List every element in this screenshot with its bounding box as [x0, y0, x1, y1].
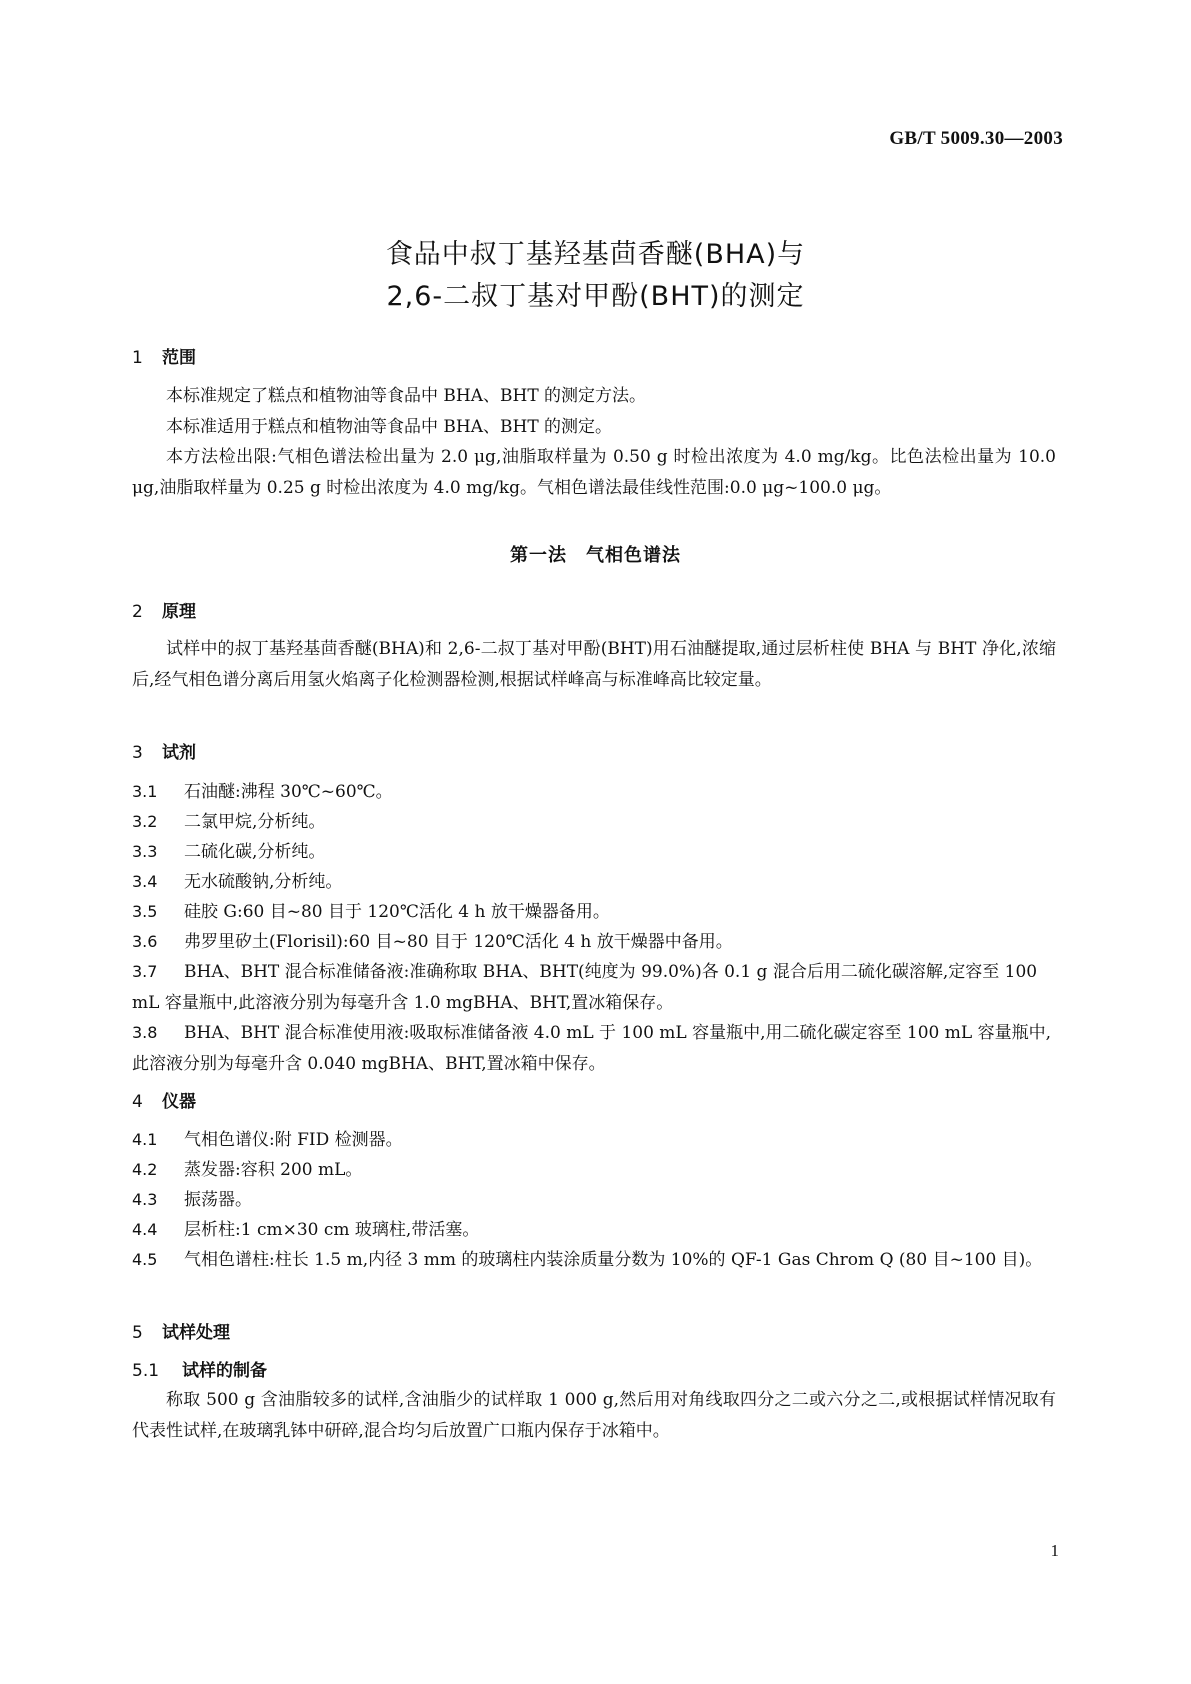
standard-code: GB/T 5009.30—2003: [889, 128, 1063, 149]
list-item: 3.1 石油醚:沸程 30℃~60℃。: [132, 782, 393, 802]
paragraph: 称取 500 g 含油脂较多的试样,含油脂少的试样取 1 000 g,然后用对角线取四分之二或六分之二,或根据试样情况取有代表性试样,在玻璃乳钵中研碎,混合均匀后放置广口瓶内保存于冰箱中。: [132, 1390, 1056, 1441]
section-title: 仪器: [162, 1092, 196, 1112]
paragraph: 本方法检出限:气相色谱法检出量为 2.0 μg,油脂取样量为 0.50 g 时检出浓度为 4.0 mg/kg。比色法检出量为 10.0 μg,油脂取样量为 0.25 g 时检出浓度为 4.0 mg/kg。气相色谱法最佳线性范围:0.0 μg~100.0 μg。: [132, 447, 1056, 498]
section-title: 原理: [162, 602, 196, 622]
document-title-line1: 食品中叔丁基羟基茴香醚(BHA)与: [385, 239, 806, 270]
section-2-heading: [132, 597, 196, 622]
list-item: 4.4 层析柱:1 cm×30 cm 玻璃柱,带活塞。: [132, 1220, 480, 1240]
section-title: 试样处理: [162, 1323, 230, 1343]
document-title-line2: 2,6-二叔丁基对甲酚(BHT)的测定: [386, 281, 805, 312]
list-item: 3.8 BHA、BHT 混合标准使用液:吸取标准储备液 4.0 mL 于 100 mL 容量瓶中,用二硫化碳定容至 100 mL 容量瓶中,此溶液分别为每毫升含 0.040 mgBHA、BHT,置冰箱中保存。: [132, 1023, 1051, 1074]
list-item: 3.7 BHA、BHT 混合标准储备液:准确称取 BHA、BHT(纯度为 99.0%)各 0.1 g 混合后用二硫化碳溶解,定容至 100 mL 容量瓶中,此溶液分别为每毫升含 1.0 mgBHA、BHT,置冰箱保存。: [132, 962, 1038, 1013]
list-item: 3.3 二硫化碳,分析纯。: [132, 842, 326, 862]
subsection-title: 试样的制备: [182, 1361, 267, 1381]
section-number: 4: [132, 1092, 143, 1112]
section-5-heading: [132, 1318, 230, 1343]
section-number: 3: [132, 743, 143, 763]
list-item: 3.5 硅胶 G:60 目~80 目于 120℃活化 4 h 放干燥器备用。: [132, 902, 610, 922]
page-number: 1: [1050, 1541, 1059, 1560]
section-1-heading: [132, 343, 196, 368]
paragraph: 本标准规定了糕点和植物油等食品中 BHA、BHT 的测定方法。: [166, 386, 647, 406]
section-3-heading: [132, 738, 196, 763]
method-heading: 第一法 气相色谱法: [510, 545, 681, 566]
list-item: 4.3 振荡器。: [132, 1190, 252, 1210]
section-number: 5: [132, 1323, 143, 1343]
list-item: 3.4 无水硫酸钠,分析纯。: [132, 872, 343, 892]
section-number: 2: [132, 602, 143, 622]
paragraph: 本标准适用于糕点和植物油等食品中 BHA、BHT 的测定。: [166, 417, 613, 437]
paragraph: 试样中的叔丁基羟基茴香醚(BHA)和 2,6-二叔丁基对甲酚(BHT)用石油醚提取,通过层析柱使 BHA 与 BHT 净化,浓缩后,经气相色谱分离后用氢火焰离子化检测器检测,根据试样峰高与标准峰高比较定量。: [132, 639, 1056, 690]
list-item: 4.1 气相色谱仪:附 FID 检测器。: [132, 1130, 403, 1150]
list-item: 4.2 蒸发器:容积 200 mL。: [132, 1160, 363, 1180]
section-number: 1: [132, 348, 143, 368]
list-item: 3.6 弗罗里矽土(Florisil):60 目~80 目于 120℃活化 4 h 放干燥器中备用。: [132, 932, 733, 952]
section-title: 范围: [162, 348, 196, 368]
list-item: 3.2 二氯甲烷,分析纯。: [132, 812, 326, 832]
section-4-heading: [132, 1087, 196, 1112]
section-title: 试剂: [162, 743, 196, 763]
subsection-5-1-heading: [132, 1356, 267, 1381]
list-item: 4.5 气相色谱柱:柱长 1.5 m,内径 3 mm 的玻璃柱内装涂质量分数为 10%的 QF-1 Gas Chrom Q (80 目~100 目)。: [132, 1250, 1043, 1270]
subsection-number: 5.1: [132, 1361, 160, 1381]
